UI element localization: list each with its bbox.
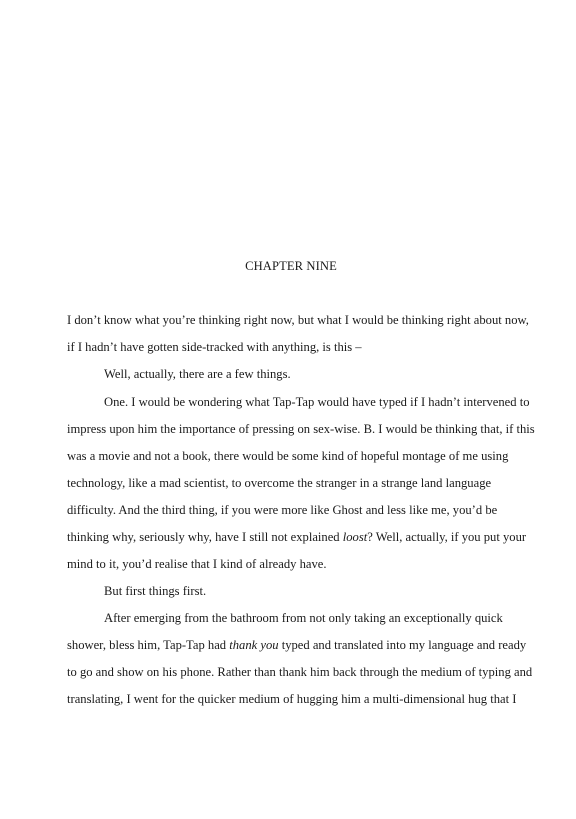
paragraph-line: was a movie and not a book, there would be some kind of hopeful montage of me using xyxy=(67,449,509,463)
paragraph-line: translating, I went for the quicker medium of hugging him a multi-dimensional hug that I xyxy=(67,692,517,706)
italic-word: loost xyxy=(342,530,368,544)
paragraph-line: if I hadn’t have gotten side-tracked with anything, is this – xyxy=(67,340,362,354)
line-text: typed and translated into my language and ready xyxy=(278,638,527,652)
line-text: shower, bless him, Tap-Tap had xyxy=(67,638,230,652)
paragraph-line: But first things first. xyxy=(104,584,207,598)
chapter-title: CHAPTER NINE xyxy=(245,259,337,273)
paragraph-line: I don’t know what you’re thinking right now, but what I would be thinking right about now, xyxy=(67,313,529,327)
paragraph-line xyxy=(67,637,526,653)
paragraph-line: impress upon him the importance of pressing on sex-wise. B. I would be thinking that, if this xyxy=(67,422,535,436)
paragraph-line xyxy=(67,529,526,545)
paragraph-line: One. I would be wondering what Tap-Tap would have typed if I hadn’t intervened to xyxy=(104,395,530,409)
paragraph-line: Well, actually, there are a few things. xyxy=(104,367,291,381)
paragraph-line: technology, like a mad scientist, to overcome the stranger in a strange land language xyxy=(67,476,492,490)
paragraph-line: difficulty. And the third thing, if you were more like Ghost and less like me, you’d be xyxy=(67,503,498,517)
italic-phrase: thank you xyxy=(229,638,279,652)
line-text: thinking why, seriously why, have I still not explained xyxy=(67,530,343,544)
paragraph-line: to go and show on his phone. Rather than thank him back through the medium of typing and xyxy=(67,665,533,679)
line-text: ? Well, actually, if you put your xyxy=(367,530,527,544)
paragraph-line: After emerging from the bathroom from not only taking an exceptionally quick xyxy=(104,611,503,625)
paragraph-line: mind to it, you’d realise that I kind of already have. xyxy=(67,557,327,571)
